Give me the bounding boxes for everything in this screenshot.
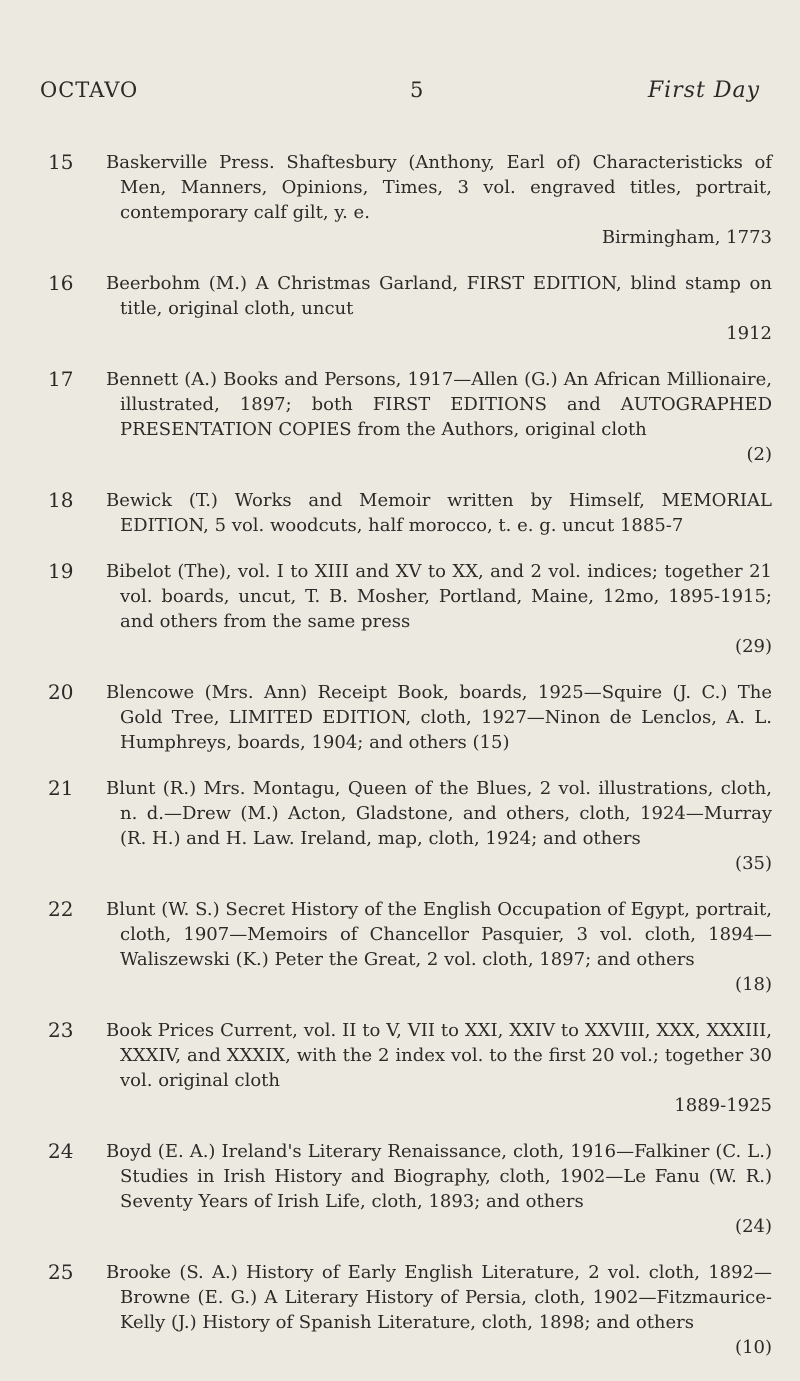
lot-date: Birmingham, 1773 xyxy=(601,227,772,248)
lot-description: Blencowe (Mrs. Ann) Receipt Book, boards, 1925—Squire (J. C.) The Gold Tree, LIMITED EDITION, cloth, 1927—Ninon de Lenclos, A. L. Humphreys, boards, 1904; and others (15) xyxy=(106,682,772,753)
lot-description: Blunt (W. S.) Secret History of the English Occupation of Egypt, portrait, cloth, 1907—Memoirs of Chancellor Pasquier, 3 vol. cloth, 1894—Waliszewski (K.) Peter the Great, 2 vol. cloth, 1897; and others (18) xyxy=(106,899,772,995)
lot-count: (35) xyxy=(735,853,772,874)
lot-list xyxy=(40,150,772,1381)
lot-number: 15 xyxy=(48,150,74,174)
lot-entry xyxy=(40,367,772,467)
lot-number: 24 xyxy=(48,1139,74,1163)
lot-count: (10) xyxy=(735,1337,772,1358)
lot-number: 18 xyxy=(48,488,74,512)
lot-description: Bewick (T.) Works and Memoir written by Himself, MEMORIAL EDITION, 5 vol. woodcuts, half morocco, t. e. g. uncut 1885-7 xyxy=(106,490,772,536)
lot-description: Blunt (R.) Mrs. Montagu, Queen of the Blues, 2 vol. illustrations, cloth, n. d.—Drew (M.) Acton, Gladstone, and others, cloth, 1924—Murray (R. H.) and H. Law. Ireland, map, cloth, 1924; and others (35) xyxy=(106,778,772,874)
lot-number: 17 xyxy=(48,367,74,391)
lot-description: Bibelot (The), vol. I to XIII and XV to XX, and 2 vol. indices; together 21 vol. boards, uncut, T. B. Mosher, Portland, Maine, 12mo, 1895-1915; and others from the same press (29) xyxy=(106,561,772,657)
lot-description: Beerbohm (M.) A Christmas Garland, FIRST EDITION, blind stamp on title, original cloth, uncut 1912 xyxy=(106,273,772,344)
lot-entry xyxy=(40,559,772,659)
lot-number: 23 xyxy=(48,1018,74,1042)
page-header xyxy=(40,78,760,108)
lot-description: Book Prices Current, vol. II to V, VII to XXI, XXIV to XXVIII, XXX, XXXIII, XXXIV, and XXXIX, with the 2 index vol. to the first 20 vol.; together 30 vol. original cloth 1889-1925 xyxy=(106,1020,772,1116)
lot-description: Brooke (S. A.) History of Early English Literature, 2 vol. cloth, 1892—Browne (E. G.) A Literary History of Persia, cloth, 1902—Fitzmaurice-Kelly (J.) History of Spanish Literature, cloth, 1898; and others (10) xyxy=(106,1262,772,1358)
lot-date: 1889-1925 xyxy=(674,1095,772,1116)
lot-entry xyxy=(40,680,772,755)
lot-number: 16 xyxy=(48,271,74,295)
lot-entry xyxy=(40,488,772,538)
lot-description: Boyd (E. A.) Ireland's Literary Renaissance, cloth, 1916—Falkiner (C. L.) Studies in Irish History and Biography, cloth, 1902—Le Fanu (W. R.) Seventy Years of Irish Life, cloth, 1893; and others (24) xyxy=(106,1141,772,1237)
lot-date: 1912 xyxy=(726,323,772,344)
lot-number: 22 xyxy=(48,897,74,921)
sale-day: First Day xyxy=(647,78,760,103)
lot-number: 19 xyxy=(48,559,74,583)
lot-description: Baskerville Press. Shaftesbury (Anthony, Earl of) Characteristicks of Men, Manners, Opinions, Times, 3 vol. engraved titles, portrait, contemporary calf gilt, y. e. Birmingham, 1773 xyxy=(106,152,772,248)
lot-entry xyxy=(40,776,772,876)
lot-count: (24) xyxy=(735,1216,772,1237)
lot-count: (18) xyxy=(735,974,772,995)
lot-entry xyxy=(40,150,772,250)
format-label: OCTAVO xyxy=(40,78,139,102)
lot-entry xyxy=(40,897,772,997)
lot-entry xyxy=(40,1139,772,1239)
lot-number: 20 xyxy=(48,680,74,704)
lot-number: 21 xyxy=(48,776,74,800)
lot-description: Bennett (A.) Books and Persons, 1917—Allen (G.) An African Millionaire, illustrated, 1897; both FIRST EDITIONS and AUTOGRAPHED PRESENTATION COPIES from the Authors, original cloth (2) xyxy=(106,369,772,465)
lot-count: (29) xyxy=(735,636,772,657)
lot-entry xyxy=(40,1018,772,1118)
lot-entry xyxy=(40,271,772,346)
page-number: 5 xyxy=(410,78,425,102)
lot-entry xyxy=(40,1260,772,1360)
lot-number: 25 xyxy=(48,1260,74,1284)
lot-count: (2) xyxy=(746,444,772,465)
